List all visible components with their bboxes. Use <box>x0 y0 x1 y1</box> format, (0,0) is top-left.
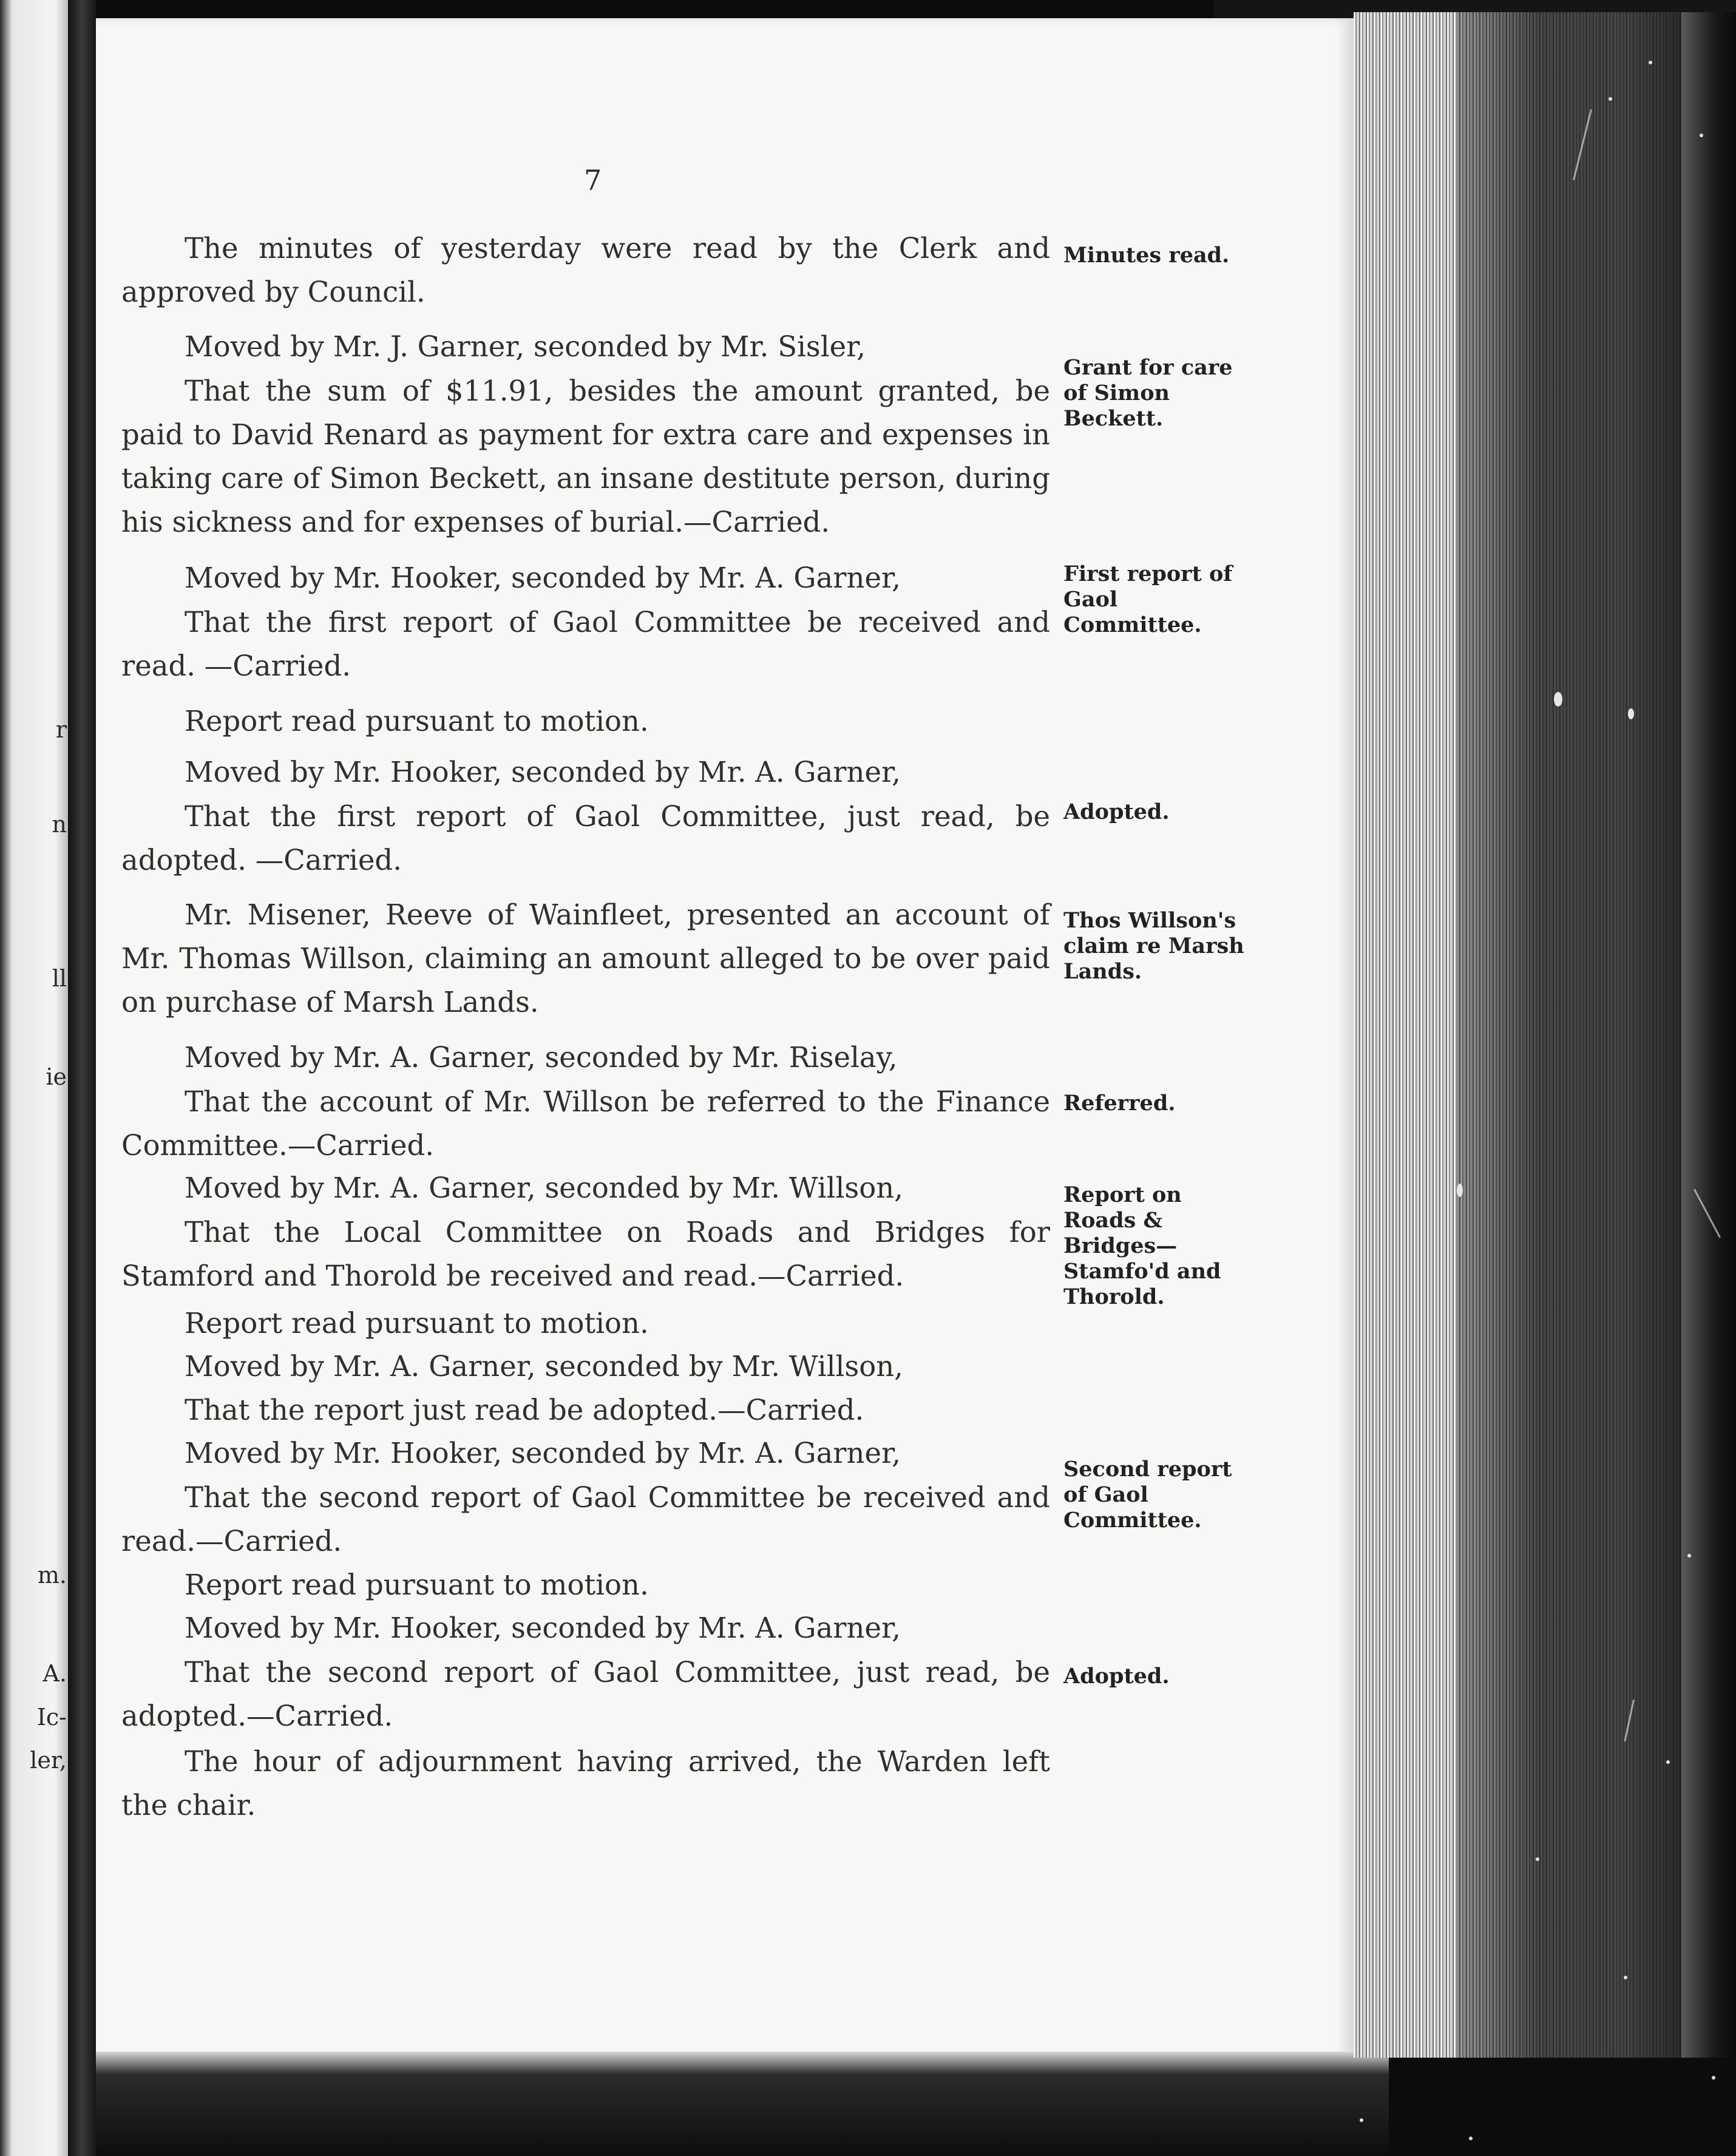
previous-page-fragment: ie <box>46 1063 67 1090</box>
dust-speck <box>1628 708 1634 719</box>
marginal-note: Minutes read. <box>1063 243 1230 268</box>
paragraph-resolution: That the second report of Gaol Committee, just read, be adopted.—Carried. <box>121 1656 1050 1732</box>
paragraph-resolution: That the first report of Gaol Committee, just read, be adopted. —Carried. <box>121 800 1050 876</box>
paragraph-motion: Moved by Mr. A. Garner, seconded by Mr. Riselay, <box>185 1041 898 1074</box>
dust-speck <box>1700 134 1703 137</box>
paragraph-report-read: Report read pursuant to motion. <box>185 1307 649 1340</box>
paragraph-minutes: The minutes of yesterday were read by the Clerk and approved by Council. <box>121 232 1050 308</box>
previous-page-fragment: ll <box>52 965 67 992</box>
paragraph-resolution: That the report just read be adopted.—Carried. <box>185 1394 864 1426</box>
dust-speck <box>1469 2137 1473 2140</box>
book-gutter <box>68 0 96 2156</box>
paragraph-motion: Moved by Mr. A. Garner, seconded by Mr. Willson, <box>185 1171 903 1204</box>
page-number: 7 <box>584 164 602 197</box>
previous-page-fragment: ler, <box>30 1747 67 1774</box>
paragraph-account: Mr. Misener, Reeve of Wainfleet, presented an account of Mr. Thomas Willson, claiming an amount alleged to be over paid on purchase of Marsh Lands. <box>121 898 1050 1019</box>
paragraph-motion: Moved by Mr. A. Garner, seconded by Mr. Willson, <box>185 1350 903 1383</box>
paragraph-motion: Moved by Mr. Hooker, seconded by Mr. A. Garner, <box>185 561 901 594</box>
paragraph-motion: Moved by Mr. Hooker, seconded by Mr. A. Garner, <box>185 756 901 788</box>
page-bottom-shadow <box>96 2052 1389 2156</box>
previous-page-fragment: A. <box>42 1660 67 1687</box>
marginal-note: Thos Willson's claim re Marsh Lands. <box>1063 908 1244 984</box>
previous-page-fragment: m. <box>37 1562 67 1588</box>
dust-speck <box>1624 1976 1627 1979</box>
dust-speck <box>1536 1857 1539 1861</box>
dust-speck <box>1457 1184 1463 1197</box>
previous-page-fragment: r <box>55 716 67 743</box>
paragraph-report-read: Report read pursuant to motion. <box>185 705 649 737</box>
marginal-note: Report on Roads & Bridges—Stamfo'd and Thorold. <box>1063 1182 1221 1309</box>
marginal-note: Adopted. <box>1063 799 1170 824</box>
paragraph-resolution: That the sum of $11.91, besides the amount granted, be paid to David Renard as payment for extra care and expenses in taking care of Simon Beckett, an insane destitute person, during his sickness and for expenses of burial.—Carried. <box>121 375 1050 538</box>
dust-speck <box>1554 692 1562 707</box>
marginal-note: Second report of Gaol Committee. <box>1063 1457 1232 1533</box>
paragraph-motion: Moved by Mr. Hooker, seconded by Mr. A. Garner, <box>185 1437 901 1470</box>
paragraph-resolution: That the second report of Gaol Committee be received and read.—Carried. <box>121 1481 1050 1558</box>
paragraph-resolution: That the account of Mr. Willson be referred to the Finance Committee.—Carried. <box>121 1085 1050 1162</box>
dust-speck <box>1360 2118 1363 2122</box>
paragraph-adjournment: The hour of adjournment having arrived, the Warden left the chair. <box>121 1745 1050 1822</box>
previous-page-fragment: n <box>52 811 67 838</box>
paragraph-resolution: That the first report of Gaol Committee be received and read. —Carried. <box>121 606 1050 682</box>
dust-speck <box>1649 61 1652 64</box>
previous-page-fragment: Ic- <box>36 1704 67 1731</box>
dust-speck <box>1687 1554 1691 1558</box>
paragraph-motion: Moved by Mr. Hooker, seconded by Mr. A. Garner, <box>185 1612 901 1644</box>
dust-speck <box>1609 97 1612 101</box>
dust-speck <box>1666 1760 1670 1764</box>
marginal-note: Referred. <box>1063 1091 1176 1116</box>
paragraph-motion: Moved by Mr. J. Garner, seconded by Mr. Sisler, <box>185 330 866 363</box>
paragraph-resolution: That the Local Committee on Roads and Bridges for Stamford and Thorold be received and read.—Carried. <box>121 1216 1050 1292</box>
marginal-note: Adopted. <box>1063 1664 1170 1689</box>
book-cover-edge <box>1681 12 1736 2058</box>
marginal-note: First report of Gaol Committee. <box>1063 561 1233 637</box>
dust-speck <box>1712 2076 1715 2080</box>
marginal-note: Grant for care of Simon Beckett. <box>1063 355 1233 431</box>
paragraph-report-read: Report read pursuant to motion. <box>185 1568 649 1601</box>
